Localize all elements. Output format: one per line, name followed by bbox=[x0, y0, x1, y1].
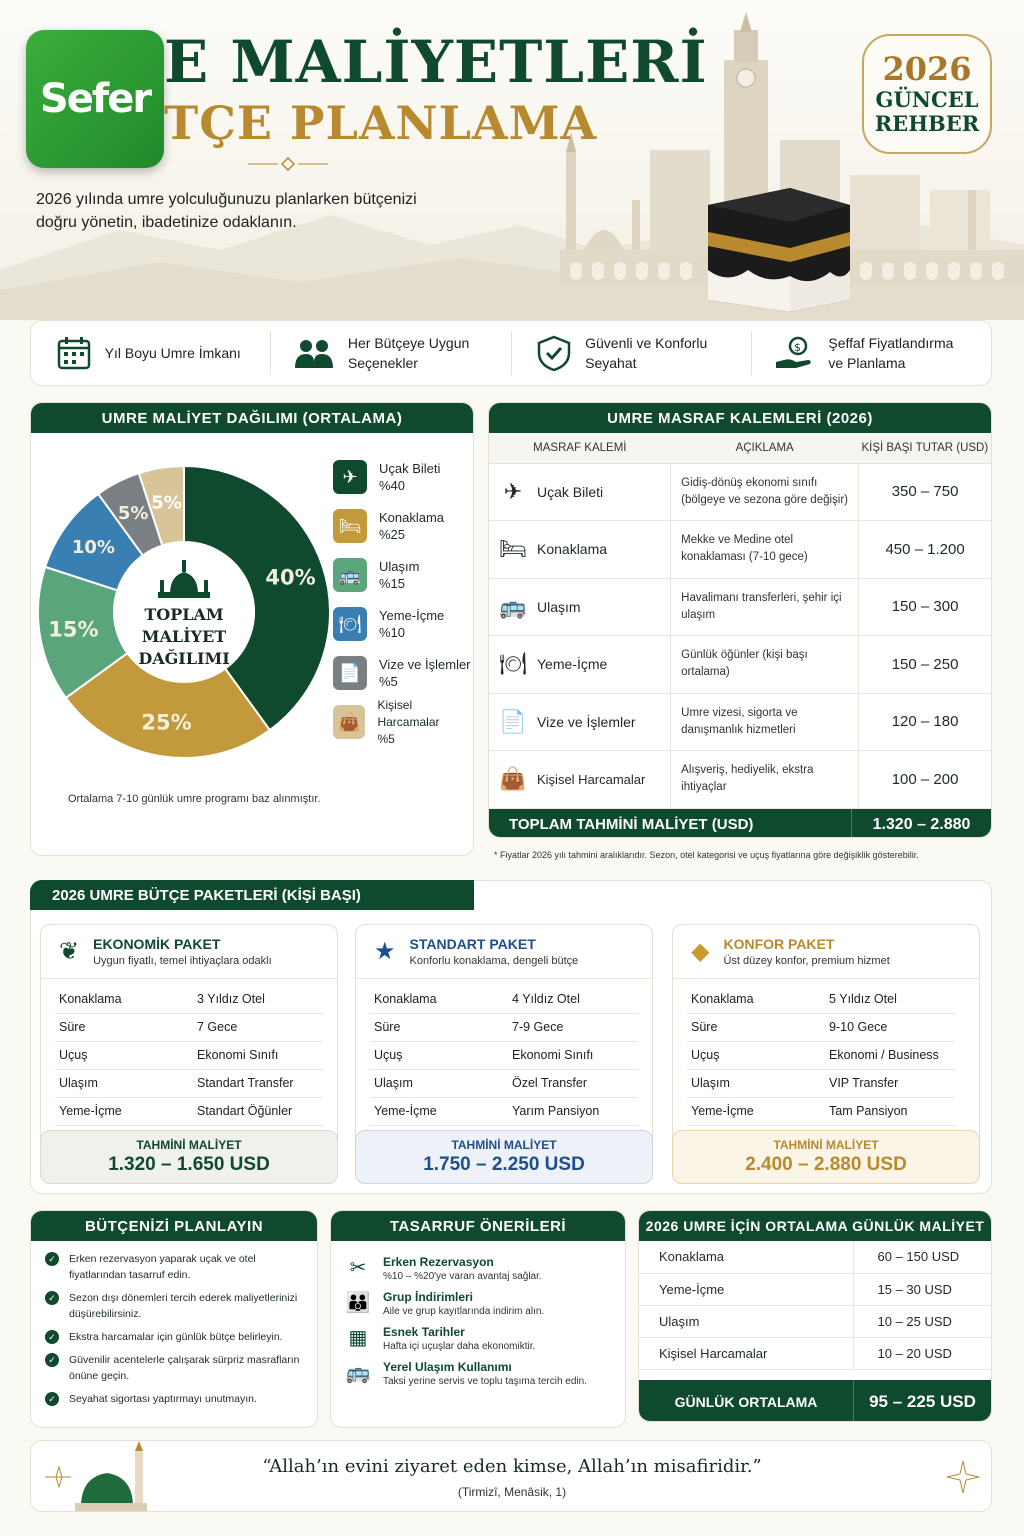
detail-value: 9-10 Gece bbox=[829, 1013, 955, 1041]
tip-desc: Hafta içi uçuşlar daha ekonomiktir. bbox=[383, 1341, 536, 1352]
pie-center-label: DAĞILIMI bbox=[138, 649, 230, 668]
expense-amount: 150 – 300 bbox=[859, 578, 991, 636]
tip-name: Yerel Ulaşım Kullanımı bbox=[383, 1360, 512, 1374]
list-item bbox=[45, 1391, 307, 1407]
daily-value: 10 – 25 USD bbox=[853, 1305, 991, 1337]
tip-desc: %10 – %20'ye varan avantaj sağlar. bbox=[383, 1271, 542, 1282]
document-icon: 📄 bbox=[489, 693, 537, 751]
list-item bbox=[45, 1352, 307, 1384]
detail-key: Konaklama bbox=[370, 985, 512, 1013]
expense-item: Vize ve İşlemler bbox=[537, 693, 671, 751]
detail-value: Özel Transfer bbox=[512, 1069, 638, 1097]
expense-amount: 150 – 250 bbox=[859, 636, 991, 694]
daily-average-row bbox=[639, 1380, 991, 1423]
page-subtitle: 2026 yılında umre yolculuğunuzu planlarken bütçenizi doğru yönetin, ibadetinize odaklanın. bbox=[36, 191, 417, 231]
feature-text: Yıl Boyu Umre İmkanı bbox=[104, 345, 241, 361]
detail-value: Yarım Pansiyon bbox=[512, 1097, 638, 1125]
svg-text:$: $ bbox=[794, 341, 802, 354]
tip-item bbox=[331, 1290, 625, 1317]
legend-item bbox=[333, 457, 473, 497]
list-text: Erken rezervasyon yaparak uçak ve otel fiyatlarından tasarruf edin. bbox=[69, 1253, 256, 1281]
legend-label: Yeme-İçme bbox=[379, 608, 445, 623]
package-name: KONFOR PAKET bbox=[723, 936, 835, 952]
expense-amount: 450 – 1.200 bbox=[859, 521, 991, 579]
people-icon bbox=[294, 336, 334, 370]
list-item bbox=[45, 1329, 307, 1345]
cost-pie-chart bbox=[38, 452, 338, 772]
detail-value: 5 Yıldız Otel bbox=[829, 985, 955, 1013]
package-estimate bbox=[355, 1130, 653, 1184]
budget-planning-panel bbox=[30, 1210, 318, 1428]
legend-label: Ulaşım bbox=[379, 559, 420, 574]
mosque-dome-icon bbox=[31, 1441, 151, 1513]
package-details bbox=[687, 985, 955, 1126]
pie-slice-label: 25% bbox=[141, 710, 192, 735]
pie-center-label: MALİYET bbox=[141, 627, 227, 646]
document-icon: 📄 bbox=[333, 656, 367, 690]
package-desc: Uygun fiyatlı, temel ihtiyaçlara odaklı bbox=[93, 955, 272, 967]
package-desc: Konforlu konaklama, dengeli bütçe bbox=[409, 955, 579, 967]
calendar-icon bbox=[57, 336, 91, 370]
quote-text: “Allah’ın evini ziyaret eden kimse, Allah’ın misafiridir.” bbox=[262, 1456, 762, 1477]
legend-item bbox=[333, 555, 473, 595]
detail-value: VIP Transfer bbox=[829, 1069, 955, 1097]
table-row bbox=[489, 693, 991, 751]
expense-item: Yeme-İçme bbox=[537, 636, 671, 694]
list-text: Ekstra harcamalar için günlük bütçe belirleyin. bbox=[69, 1331, 283, 1343]
page-title-line2: TÇE PLANLAMA bbox=[164, 96, 598, 150]
package-details bbox=[55, 985, 323, 1126]
package-header bbox=[673, 925, 979, 979]
daily-value: 15 – 30 USD bbox=[853, 1273, 991, 1305]
check-icon: ✓ bbox=[45, 1392, 59, 1406]
badge-line2: REHBER bbox=[874, 111, 980, 136]
table-row bbox=[687, 1069, 955, 1097]
legend-item bbox=[333, 653, 473, 693]
estimate-price: 1.320 – 1.650 USD bbox=[108, 1154, 270, 1175]
legend-label: Vize ve İşlemler bbox=[379, 657, 471, 672]
package-card-economic bbox=[40, 924, 338, 1184]
table-row bbox=[370, 1013, 638, 1041]
table-row bbox=[639, 1337, 991, 1369]
tip-name: Grup İndirimleri bbox=[383, 1290, 474, 1304]
divider-ornament bbox=[248, 157, 328, 171]
expense-item: Ulaşım bbox=[537, 578, 671, 636]
table-row bbox=[489, 521, 991, 579]
money-hand-icon bbox=[774, 336, 814, 370]
savings-tips-panel bbox=[330, 1210, 626, 1428]
detail-value: Standart Öğünler bbox=[197, 1097, 323, 1125]
detail-key: Yeme-İçme bbox=[370, 1097, 512, 1125]
legend-pct: %5 bbox=[377, 731, 395, 746]
estimate-label: TAHMİNİ MALİYET bbox=[773, 1138, 879, 1152]
shopping-bag-icon: 👜 bbox=[489, 751, 537, 809]
detail-value: 7 Gece bbox=[197, 1013, 323, 1041]
detail-key: Süre bbox=[55, 1013, 197, 1041]
list-item bbox=[45, 1290, 307, 1322]
column-header: KİŞİ BAŞI TUTAR (USD) bbox=[859, 433, 991, 463]
feature-item bbox=[512, 331, 752, 375]
badge-year: 2026 bbox=[882, 50, 972, 88]
daily-value: 60 – 150 USD bbox=[853, 1241, 991, 1273]
daily-value: 10 – 20 USD bbox=[853, 1337, 991, 1369]
detail-key: Konaklama bbox=[687, 985, 829, 1013]
expense-desc: Gidiş-dönüş ekonomi sınıfı (bölgeye ve sezona göre değişir) bbox=[671, 463, 859, 521]
expense-table bbox=[489, 433, 991, 809]
list-text: Seyahat sigortası yaptırmayı unutmayın. bbox=[69, 1393, 257, 1405]
table-row bbox=[370, 1097, 638, 1125]
expense-item: Konaklama bbox=[537, 521, 671, 579]
check-icon: ✓ bbox=[45, 1353, 59, 1367]
detail-value: Ekonomi Sınıfı bbox=[197, 1041, 323, 1069]
pie-slice-label: 10% bbox=[71, 537, 115, 559]
price-footnote: * Fiyatlar 2026 yılı tahmini aralıklarıdır. Sezon, otel kategorisi ve uçuş fiyatlarına göre değişiklik gösterebilir. bbox=[494, 850, 919, 860]
pie-slice-label: 5% bbox=[117, 503, 149, 525]
packages-title: 2026 UMRE BÜTÇE PAKETLERİ (KİŞİ BAŞI) bbox=[30, 880, 474, 910]
daily-cost-title: 2026 UMRE İÇİN ORTALAMA GÜNLÜK MALİYET bbox=[639, 1211, 991, 1241]
leaf-icon: ❦ bbox=[59, 938, 80, 965]
table-row bbox=[687, 1097, 955, 1125]
legend-pct: %10 bbox=[379, 625, 406, 640]
guide-badge bbox=[862, 34, 992, 154]
table-row bbox=[55, 1013, 323, 1041]
quote-source: (Tirmizî, Menâsik, 1) bbox=[457, 1485, 567, 1499]
pie-slice-label: 15% bbox=[48, 617, 99, 642]
legend-item bbox=[333, 604, 473, 644]
tip-name: Esnek Tarihler bbox=[383, 1325, 465, 1339]
feature-text: Şeffaf Fiyatlandırma ve Planlama bbox=[828, 335, 954, 371]
package-details bbox=[370, 985, 638, 1126]
detail-key: Yeme-İçme bbox=[55, 1097, 197, 1125]
table-row bbox=[489, 751, 991, 809]
bus-check-icon: 🚌 bbox=[345, 1362, 371, 1384]
check-icon: ✓ bbox=[45, 1291, 59, 1305]
expense-amount: 120 – 180 bbox=[859, 693, 991, 751]
expense-desc: Havalimanı transferleri, şehir içi ulaşım bbox=[671, 578, 859, 636]
pie-slice-label: 40% bbox=[265, 565, 316, 590]
detail-key: Ulaşım bbox=[370, 1069, 512, 1097]
tip-desc: Taksi yerine servis ve toplu taşıma tercih edin. bbox=[383, 1376, 587, 1387]
daily-item: Yeme-İçme bbox=[639, 1273, 853, 1305]
tip-item bbox=[331, 1325, 625, 1352]
detail-key: Ulaşım bbox=[687, 1069, 829, 1097]
legend-item bbox=[333, 697, 473, 746]
detail-key: Uçuş bbox=[687, 1041, 829, 1069]
table-row bbox=[639, 1305, 991, 1337]
table-row bbox=[489, 463, 991, 521]
daily-item: Konaklama bbox=[639, 1241, 853, 1273]
tip-desc: Aile ve grup kayıtlarında indirim alın. bbox=[383, 1306, 545, 1317]
daily-item: Kişisel Harcamalar bbox=[639, 1337, 853, 1369]
table-row bbox=[55, 1069, 323, 1097]
table-row bbox=[370, 1069, 638, 1097]
table-row bbox=[639, 1273, 991, 1305]
detail-value: 4 Yıldız Otel bbox=[512, 985, 638, 1013]
bus-icon: 🚌 bbox=[333, 558, 367, 592]
detail-value: Ekonomi / Business bbox=[829, 1041, 955, 1069]
calendar-icon: ▦ bbox=[348, 1327, 368, 1349]
pie-legend bbox=[333, 457, 473, 751]
table-row bbox=[489, 636, 991, 694]
shield-check-icon bbox=[537, 335, 571, 371]
bus-icon: 🚌 bbox=[489, 578, 537, 636]
estimate-label: TAHMİNİ MALİYET bbox=[136, 1138, 242, 1152]
package-card-standard bbox=[355, 924, 653, 1184]
page-title-line1: E MALİYETLERİ bbox=[164, 28, 708, 96]
expense-item: Kişisel Harcamalar bbox=[537, 751, 671, 809]
badge-line1: GÜNCEL bbox=[875, 87, 979, 112]
legend-item bbox=[333, 506, 473, 546]
column-header: MASRAF KALEMİ bbox=[489, 433, 671, 463]
table-row bbox=[489, 578, 991, 636]
table-row bbox=[639, 1241, 991, 1273]
total-label: TOPLAM TAHMİNİ MALİYET (USD) bbox=[509, 816, 754, 833]
feature-item bbox=[31, 331, 271, 375]
expense-item: Uçak Bileti bbox=[537, 463, 671, 521]
detail-value: Ekonomi Sınıfı bbox=[512, 1041, 638, 1069]
tools-icon: ✂ bbox=[349, 1257, 367, 1279]
bed-icon: 🛏 bbox=[489, 521, 537, 579]
feature-item bbox=[271, 331, 511, 375]
total-cost-row bbox=[489, 809, 991, 839]
pie-note: Ortalama 7-10 günlük umre programı baz alınmıştır. bbox=[68, 793, 321, 805]
check-icon: ✓ bbox=[45, 1252, 59, 1266]
package-name: STANDART PAKET bbox=[409, 936, 536, 952]
legend-label: Kişisel Harcamalar bbox=[377, 697, 440, 729]
logo-text: Sefer bbox=[39, 76, 151, 122]
table-row bbox=[687, 1013, 955, 1041]
estimate-label: TAHMİNİ MALİYET bbox=[451, 1138, 557, 1152]
estimate-price: 2.400 – 2.880 USD bbox=[745, 1154, 907, 1175]
package-estimate bbox=[40, 1130, 338, 1184]
detail-key: Uçuş bbox=[370, 1041, 512, 1069]
tip-item bbox=[331, 1255, 625, 1282]
daily-average-label: GÜNLÜK ORTALAMA bbox=[674, 1393, 818, 1410]
features-strip bbox=[30, 320, 992, 386]
detail-value: 7-9 Gece bbox=[512, 1013, 638, 1041]
package-name: EKONOMİK PAKET bbox=[93, 936, 221, 952]
package-estimate bbox=[672, 1130, 980, 1184]
table-row bbox=[55, 1041, 323, 1069]
detail-key: Yeme-İçme bbox=[687, 1097, 829, 1125]
expense-items-panel bbox=[488, 402, 992, 838]
plate-icon: 🍽 bbox=[489, 636, 537, 694]
shopping-bag-icon: 👜 bbox=[333, 705, 365, 739]
expense-desc: Günlük öğünler (kişi başı ortalama) bbox=[671, 636, 859, 694]
plate-icon: 🍽 bbox=[333, 607, 367, 641]
plane-icon: ✈ bbox=[333, 460, 367, 494]
legend-pct: %40 bbox=[379, 478, 406, 493]
diamond-icon: ◆ bbox=[691, 938, 710, 965]
detail-key: Ulaşım bbox=[55, 1069, 197, 1097]
estimate-price: 1.750 – 2.250 USD bbox=[423, 1154, 585, 1175]
sefer-logo bbox=[26, 30, 164, 168]
column-header: AÇIKLAMA bbox=[671, 433, 859, 463]
total-value: 1.320 – 2.880 bbox=[851, 809, 991, 839]
pie-slice-label: 5% bbox=[151, 492, 182, 514]
table-row bbox=[370, 1041, 638, 1069]
star-icon: ★ bbox=[374, 938, 396, 965]
legend-pct: %5 bbox=[379, 674, 398, 689]
list-text: Güvenilir acentelerle çalışarak sürpriz masrafların önüne geçin. bbox=[69, 1354, 300, 1382]
daily-average-value: 95 – 225 USD bbox=[853, 1380, 991, 1423]
daily-cost-panel bbox=[638, 1210, 992, 1422]
table-row bbox=[687, 1041, 955, 1069]
detail-value: Standart Transfer bbox=[197, 1069, 323, 1097]
package-card-comfort bbox=[672, 924, 980, 1184]
package-header bbox=[356, 925, 652, 979]
legend-pct: %25 bbox=[379, 527, 406, 542]
detail-key: Süre bbox=[687, 1013, 829, 1041]
package-header bbox=[41, 925, 337, 979]
feature-text: Güvenli ve Konforlu Seyahat bbox=[585, 335, 708, 371]
group-icon: 👪 bbox=[345, 1292, 371, 1314]
expense-desc: Umre vizesi, sigorta ve danışmanlık hizmetleri bbox=[671, 693, 859, 751]
budget-planning-title: BÜTÇENİZİ PLANLAYIN bbox=[31, 1211, 317, 1241]
tip-name: Erken Rezervasyon bbox=[383, 1255, 494, 1269]
expense-desc: Mekke ve Medine otel konaklaması (7-10 gece) bbox=[671, 521, 859, 579]
pie-center-label: TOPLAM bbox=[144, 605, 224, 624]
expense-items-title: UMRE MASRAF KALEMLERİ (2026) bbox=[489, 403, 991, 433]
legend-label: Konaklama bbox=[379, 510, 445, 525]
savings-tips-title: TASARRUF ÖNERİLERİ bbox=[331, 1211, 625, 1241]
feature-item bbox=[752, 331, 991, 375]
detail-key: Uçuş bbox=[55, 1041, 197, 1069]
list-text: Sezon dışı dönemleri tercih ederek maliyetlerinizi düşürebilirsiniz. bbox=[69, 1292, 298, 1320]
detail-value: 3 Yıldız Otel bbox=[197, 985, 323, 1013]
tip-item bbox=[331, 1360, 625, 1387]
package-desc: Üst düzey konfor, premium hizmet bbox=[723, 955, 890, 967]
detail-key: Konaklama bbox=[55, 985, 197, 1013]
cost-distribution-title: UMRE MALİYET DAĞILIMI (ORTALAMA) bbox=[31, 403, 473, 433]
table-row bbox=[55, 1097, 323, 1125]
feature-text: Her Bütçeye Uygun Seçenekler bbox=[347, 335, 470, 371]
bed-icon: 🛏 bbox=[333, 509, 367, 543]
table-row bbox=[55, 985, 323, 1013]
expense-amount: 350 – 750 bbox=[859, 463, 991, 521]
legend-label: Uçak Bileti bbox=[379, 461, 441, 476]
daily-cost-table bbox=[639, 1241, 991, 1370]
plane-icon: ✈ bbox=[489, 463, 537, 521]
table-row bbox=[370, 985, 638, 1013]
planning-list bbox=[31, 1241, 317, 1407]
check-icon: ✓ bbox=[45, 1330, 59, 1344]
list-item bbox=[45, 1251, 307, 1283]
daily-item: Ulaşım bbox=[639, 1305, 853, 1337]
legend-pct: %15 bbox=[379, 576, 406, 591]
table-row bbox=[687, 985, 955, 1013]
detail-value: Tam Pansiyon bbox=[829, 1097, 955, 1125]
detail-key: Süre bbox=[370, 1013, 512, 1041]
expense-amount: 100 – 200 bbox=[859, 751, 991, 809]
expense-desc: Alışveriş, hediyelik, ekstra ihtiyaçlar bbox=[671, 751, 859, 809]
